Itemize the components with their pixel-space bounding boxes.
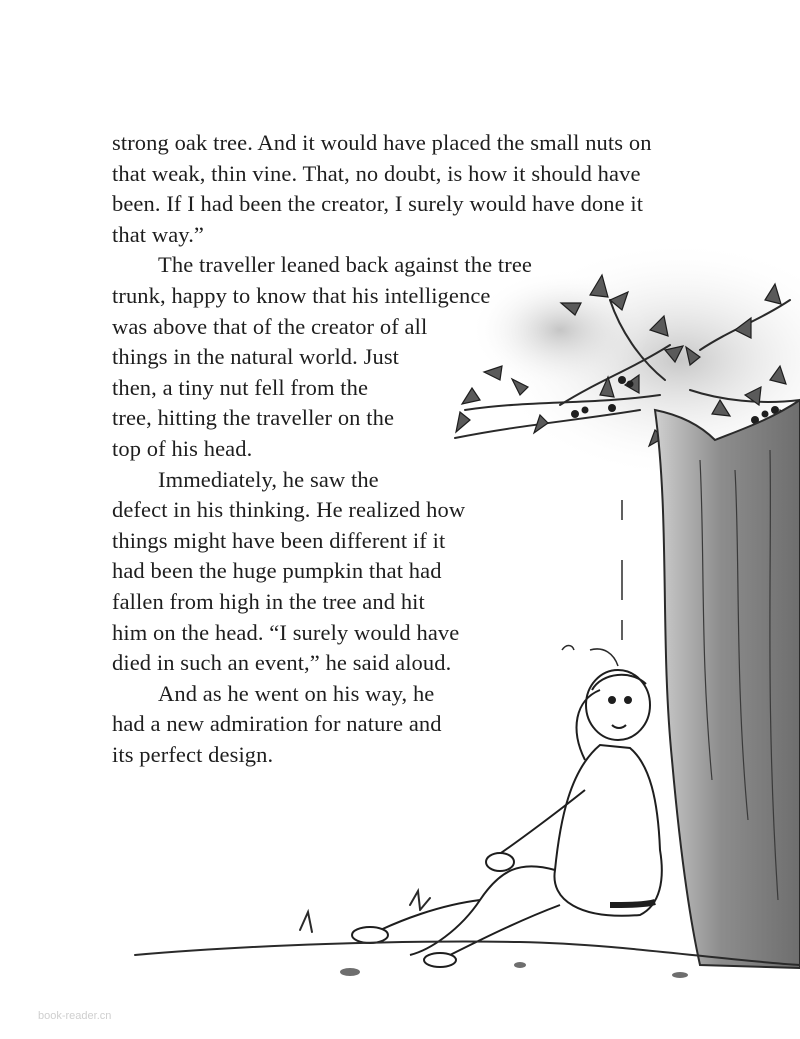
paragraph-2 bbox=[112, 250, 712, 464]
text-line: him on the head. “I surely would have bbox=[112, 619, 460, 645]
text-line: was above that of the creator of all bbox=[112, 313, 428, 339]
text-line: things might have been different if it bbox=[112, 527, 446, 553]
text-line: The traveller leaned back against the tree bbox=[158, 252, 532, 278]
paragraph-1 bbox=[112, 128, 712, 250]
text-line: died in such an event,” he said aloud. bbox=[112, 650, 452, 676]
paragraph-3 bbox=[112, 465, 712, 679]
text-line: And as he went on his way, he bbox=[158, 680, 435, 706]
watermark-text: book-reader.cn bbox=[38, 1010, 112, 1022]
story-text bbox=[112, 128, 712, 770]
text-line: defect in his thinking. He realized how bbox=[112, 497, 466, 523]
text-line: had been the huge pumpkin that had bbox=[112, 558, 442, 584]
text-line: fallen from high in the tree and hit bbox=[112, 588, 425, 614]
text-line: top of his head. bbox=[112, 435, 253, 461]
text-line: things in the natural world. Just bbox=[112, 344, 400, 370]
text-line: been. If I had been the creator, I surely would have done it bbox=[112, 191, 644, 217]
text-line: that weak, thin vine. That, no doubt, is how it should have bbox=[112, 160, 641, 186]
text-line: strong oak tree. And it would have placed the small nuts on bbox=[112, 130, 652, 155]
text-line: its perfect design. bbox=[112, 741, 274, 767]
text-line: Immediately, he saw the bbox=[158, 466, 379, 492]
text-line: then, a tiny nut fell from the bbox=[112, 374, 369, 400]
text-line: trunk, happy to know that his intelligence bbox=[112, 282, 491, 308]
text-line: had a new admiration for nature and bbox=[112, 711, 442, 737]
paragraph-4 bbox=[112, 679, 712, 771]
text-line: that way.” bbox=[112, 221, 204, 247]
text-line: tree, hitting the traveller on the bbox=[112, 405, 395, 431]
